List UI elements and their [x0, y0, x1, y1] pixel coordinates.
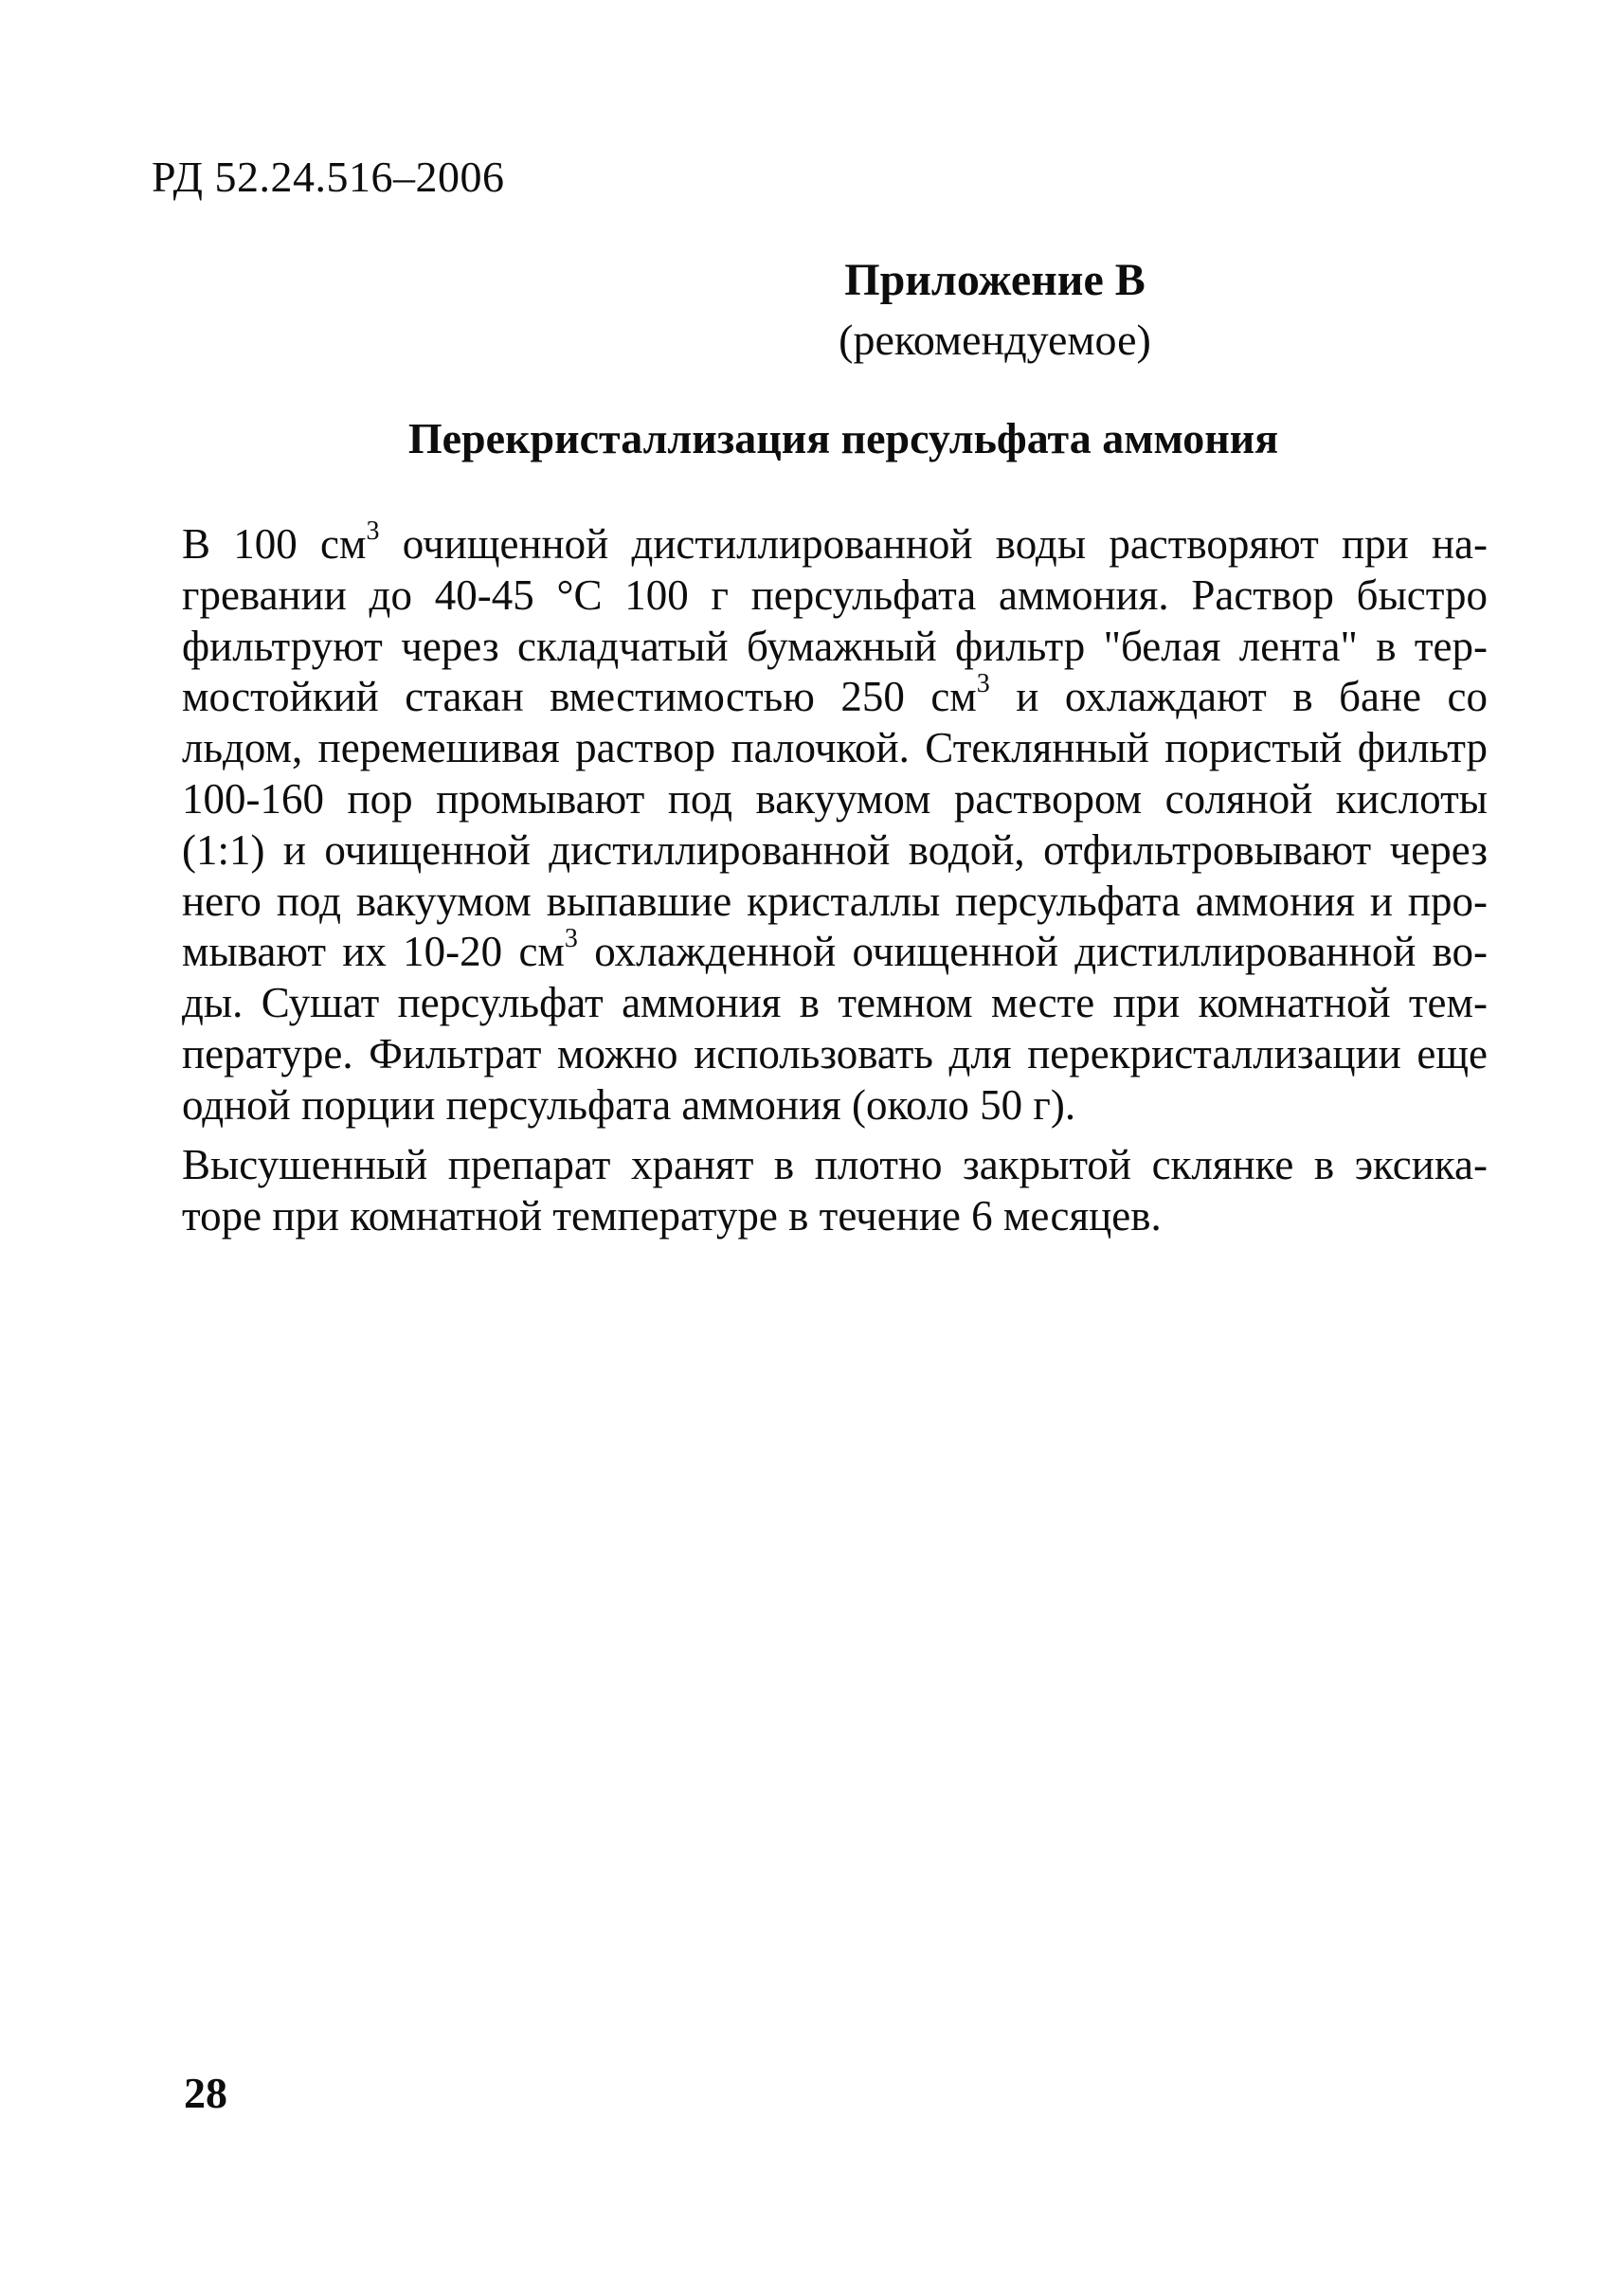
text-line: [182, 1191, 1488, 1242]
paragraph-storage-conditions: [182, 1140, 1488, 1242]
superscript: 3: [976, 669, 990, 699]
superscript: 3: [564, 924, 578, 954]
text-segment: охлажденной очищенной дистиллированной во-: [577, 928, 1488, 976]
text-segment: мостойкий стакан вместимостью 250 см: [182, 673, 977, 721]
text-segment: 100-160 пор промывают под вакуумом раствором соляной кислоты: [182, 774, 1488, 823]
document-code: РД 52.24.516–2006: [152, 153, 505, 201]
text-line: [182, 669, 1489, 723]
page-number: 28: [184, 2069, 227, 2117]
text-line: [182, 1080, 1488, 1131]
text-line: [182, 570, 1488, 622]
text-segment: фильтруют через складчатый бумажный фильтр "белая лента" в тер-: [182, 622, 1488, 670]
text-segment: В 100 см: [182, 520, 367, 568]
appendix-title: Приложение В: [844, 255, 1146, 305]
text-line: [182, 516, 1488, 570]
text-segment: (1:1) и очищенной дистиллированной водой, отфильтровывают через: [182, 825, 1488, 874]
text-line: [182, 723, 1488, 774]
text-line: [182, 978, 1488, 1029]
text-segment: мывают их 10-20 см: [182, 928, 565, 976]
text-segment: одной порции персульфата аммония (около 50 г).: [182, 1080, 1076, 1129]
text-line: [182, 622, 1488, 673]
text-segment: пературе. Фильтрат можно использовать для перекристаллизации еще: [182, 1029, 1488, 1077]
text-line: [182, 825, 1488, 877]
text-segment: гревании до 40-45 °С 100 г персульфата аммония. Раствор быстро: [182, 570, 1488, 619]
section-title: Перекристаллизация персульфата аммония: [407, 414, 1279, 462]
text-segment: торе при комнатной температуре в течение 6 месяцев.: [182, 1191, 1162, 1240]
text-segment: и охлаждают в бане со: [989, 673, 1489, 721]
appendix-status: (рекомендуемое): [839, 316, 1151, 364]
superscript: 3: [366, 516, 380, 546]
paragraph-recrystallization-procedure: [182, 516, 1489, 1131]
text-line: [182, 1029, 1488, 1080]
text-line: [182, 877, 1488, 928]
text-line: [182, 1140, 1488, 1191]
text-segment: очищенной дистиллированной воды растворяют при на-: [379, 520, 1488, 568]
text-segment: него под вакуумом выпавшие кристаллы персульфата аммония и про-: [182, 877, 1488, 925]
text-line: [182, 774, 1488, 825]
text-segment: льдом, перемешивая раствор палочкой. Стеклянный пористый фильтр: [182, 724, 1488, 772]
text-line: [182, 924, 1488, 978]
text-segment: Высушенный препарат хранят в плотно закрытой склянке в эксика-: [182, 1141, 1488, 1188]
text-segment: ды. Сушат персульфат аммония в темном месте при комнатной тем-: [182, 979, 1488, 1027]
